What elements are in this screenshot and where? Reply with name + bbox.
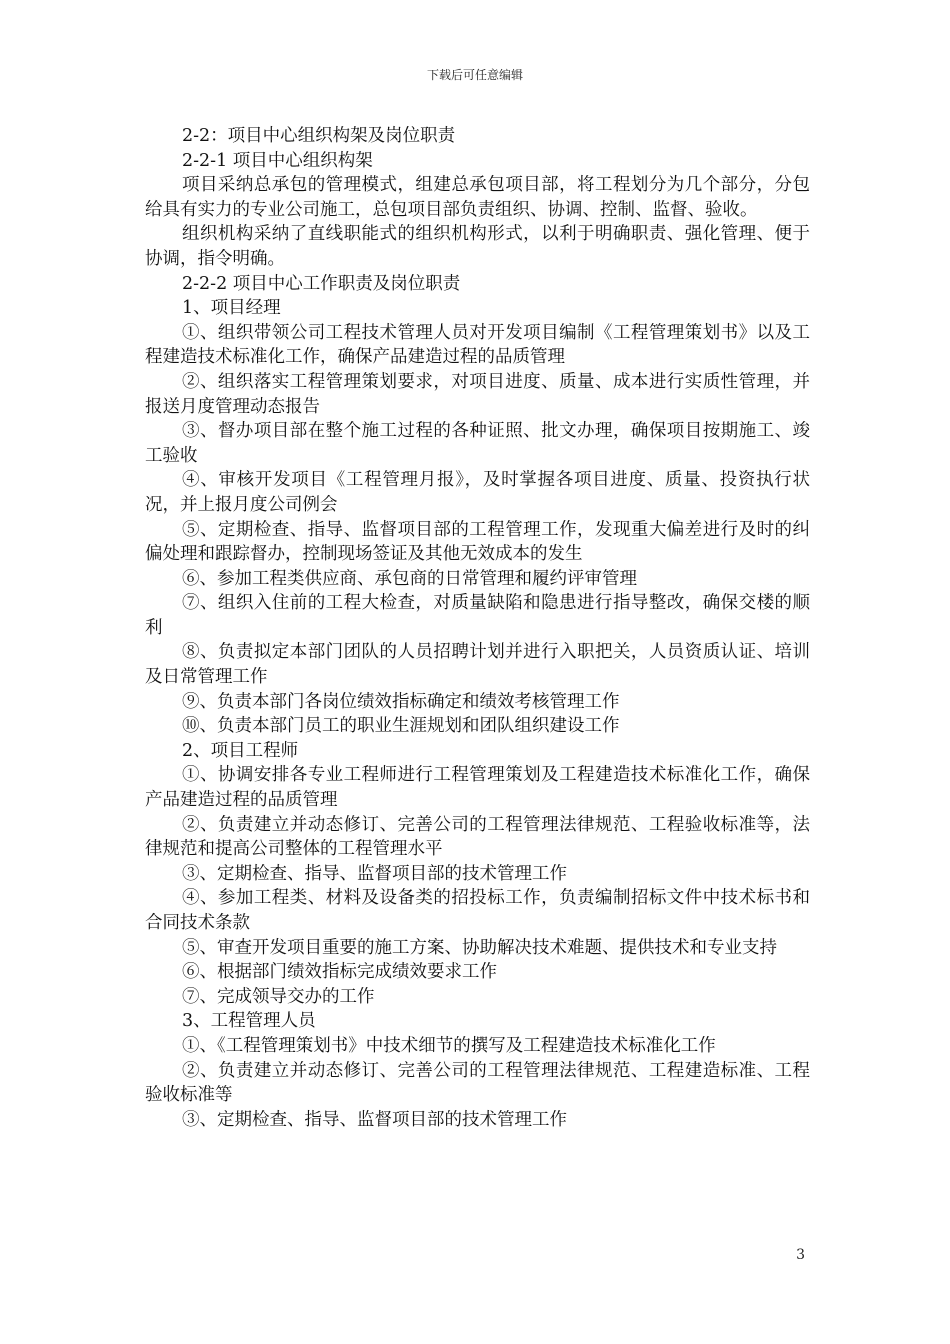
- list-item: ①、组织带领公司工程技术管理人员对开发项目编制《工程管理策划书》以及工程建造技术标准化工作，确保产品建造过程的品质管理: [145, 322, 810, 368]
- role-heading: 2、项目工程师: [182, 740, 299, 761]
- list-item: ②、负责建立并动态修订、完善公司的工程管理法律规范、工程建造标准、工程验收标准等: [145, 1060, 810, 1106]
- list-item: ④、参加工程类、材料及设备类的招投标工作，负责编制招标文件中技术标书和合同技术条款: [145, 888, 810, 933]
- list-item: ⑦、组织入住前的工程大检查，对质量缺陷和隐患进行指导整改，确保交楼的顺利: [145, 593, 810, 638]
- list-item: ①、协调安排各专业工程师进行工程管理策划及工程建造技术标准化工作，确保产品建造过程的品质管理: [145, 765, 810, 811]
- document-body: [145, 124, 810, 1132]
- list-item: ⑨、负责本部门各岗位绩效指标确定和绩效考核管理工作: [182, 691, 620, 712]
- list-item: ③、定期检查、指导、监督项目部的技术管理工作: [182, 863, 567, 884]
- list-item: ⑥、参加工程类供应商、承包商的日常管理和履约评审管理: [182, 568, 637, 589]
- list-item: ③、督办项目部在整个施工过程的各种证照、批文办理，确保项目按期施工、竣工验收: [145, 421, 810, 466]
- subsection-heading: 2-2-2 项目中心工作职责及岗位职责: [182, 273, 461, 294]
- list-item: ④、审核开发项目《工程管理月报》，及时掌握各项目进度、质量、投资执行状况，并上报月度公司例会: [145, 470, 810, 515]
- list-item: ⑩、负责本部门员工的职业生涯规划和团队组织建设工作: [182, 716, 620, 737]
- subsection-heading: 2-2-1 项目中心组织构架: [182, 150, 373, 171]
- paragraph: 组织机构采纳了直线职能式的组织机构形式，以利于明确职责、强化管理、便于协调，指令明确。: [145, 224, 810, 269]
- list-item: ⑧、负责拟定本部门团队的人员招聘计划并进行入职把关，人员资质认证、培训及日常管理工作: [145, 642, 810, 688]
- paragraph: 项目采纳总承包的管理模式，组建总承包项目部，将工程划分为几个部分，分包给具有实力的专业公司施工，总包项目部负责组织、协调、控制、监督、验收。: [145, 175, 810, 220]
- role-heading: 3、工程管理人员: [182, 1011, 316, 1032]
- list-item: ⑥、根据部门绩效指标完成绩效要求工作: [182, 962, 497, 983]
- list-item: ⑦、完成领导交办的工作: [182, 986, 375, 1007]
- list-item: ⑤、定期检查、指导、监督项目部的工程管理工作，发现重大偏差进行及时的纠偏处理和跟踪督办，控制现场签证及其他无效成本的发生: [145, 519, 810, 565]
- role-heading: 1、项目经理: [182, 298, 281, 319]
- list-item: ②、组织落实工程管理策划要求，对项目进度、质量、成本进行实质性管理，并报送月度管理动态报告: [145, 371, 810, 417]
- list-item: ②、负责建立并动态修订、完善公司的工程管理法律规范、工程验收标准等，法律规范和提高公司整体的工程管理水平: [145, 814, 810, 860]
- page-header: 下载后可任意编辑: [426, 68, 523, 82]
- section-heading: 2-2：项目中心组织构架及岗位职责: [182, 126, 456, 146]
- page-number: 3: [796, 1247, 805, 1263]
- list-item: ①、《工程管理策划书》中技术细节的撰写及工程建造技术标准化工作: [182, 1035, 716, 1056]
- list-item: ③、定期检查、指导、监督项目部的技术管理工作: [182, 1109, 567, 1130]
- list-item: ⑤、审查开发项目重要的施工方案、协助解决技术难题、提供技术和专业支持: [182, 937, 777, 958]
